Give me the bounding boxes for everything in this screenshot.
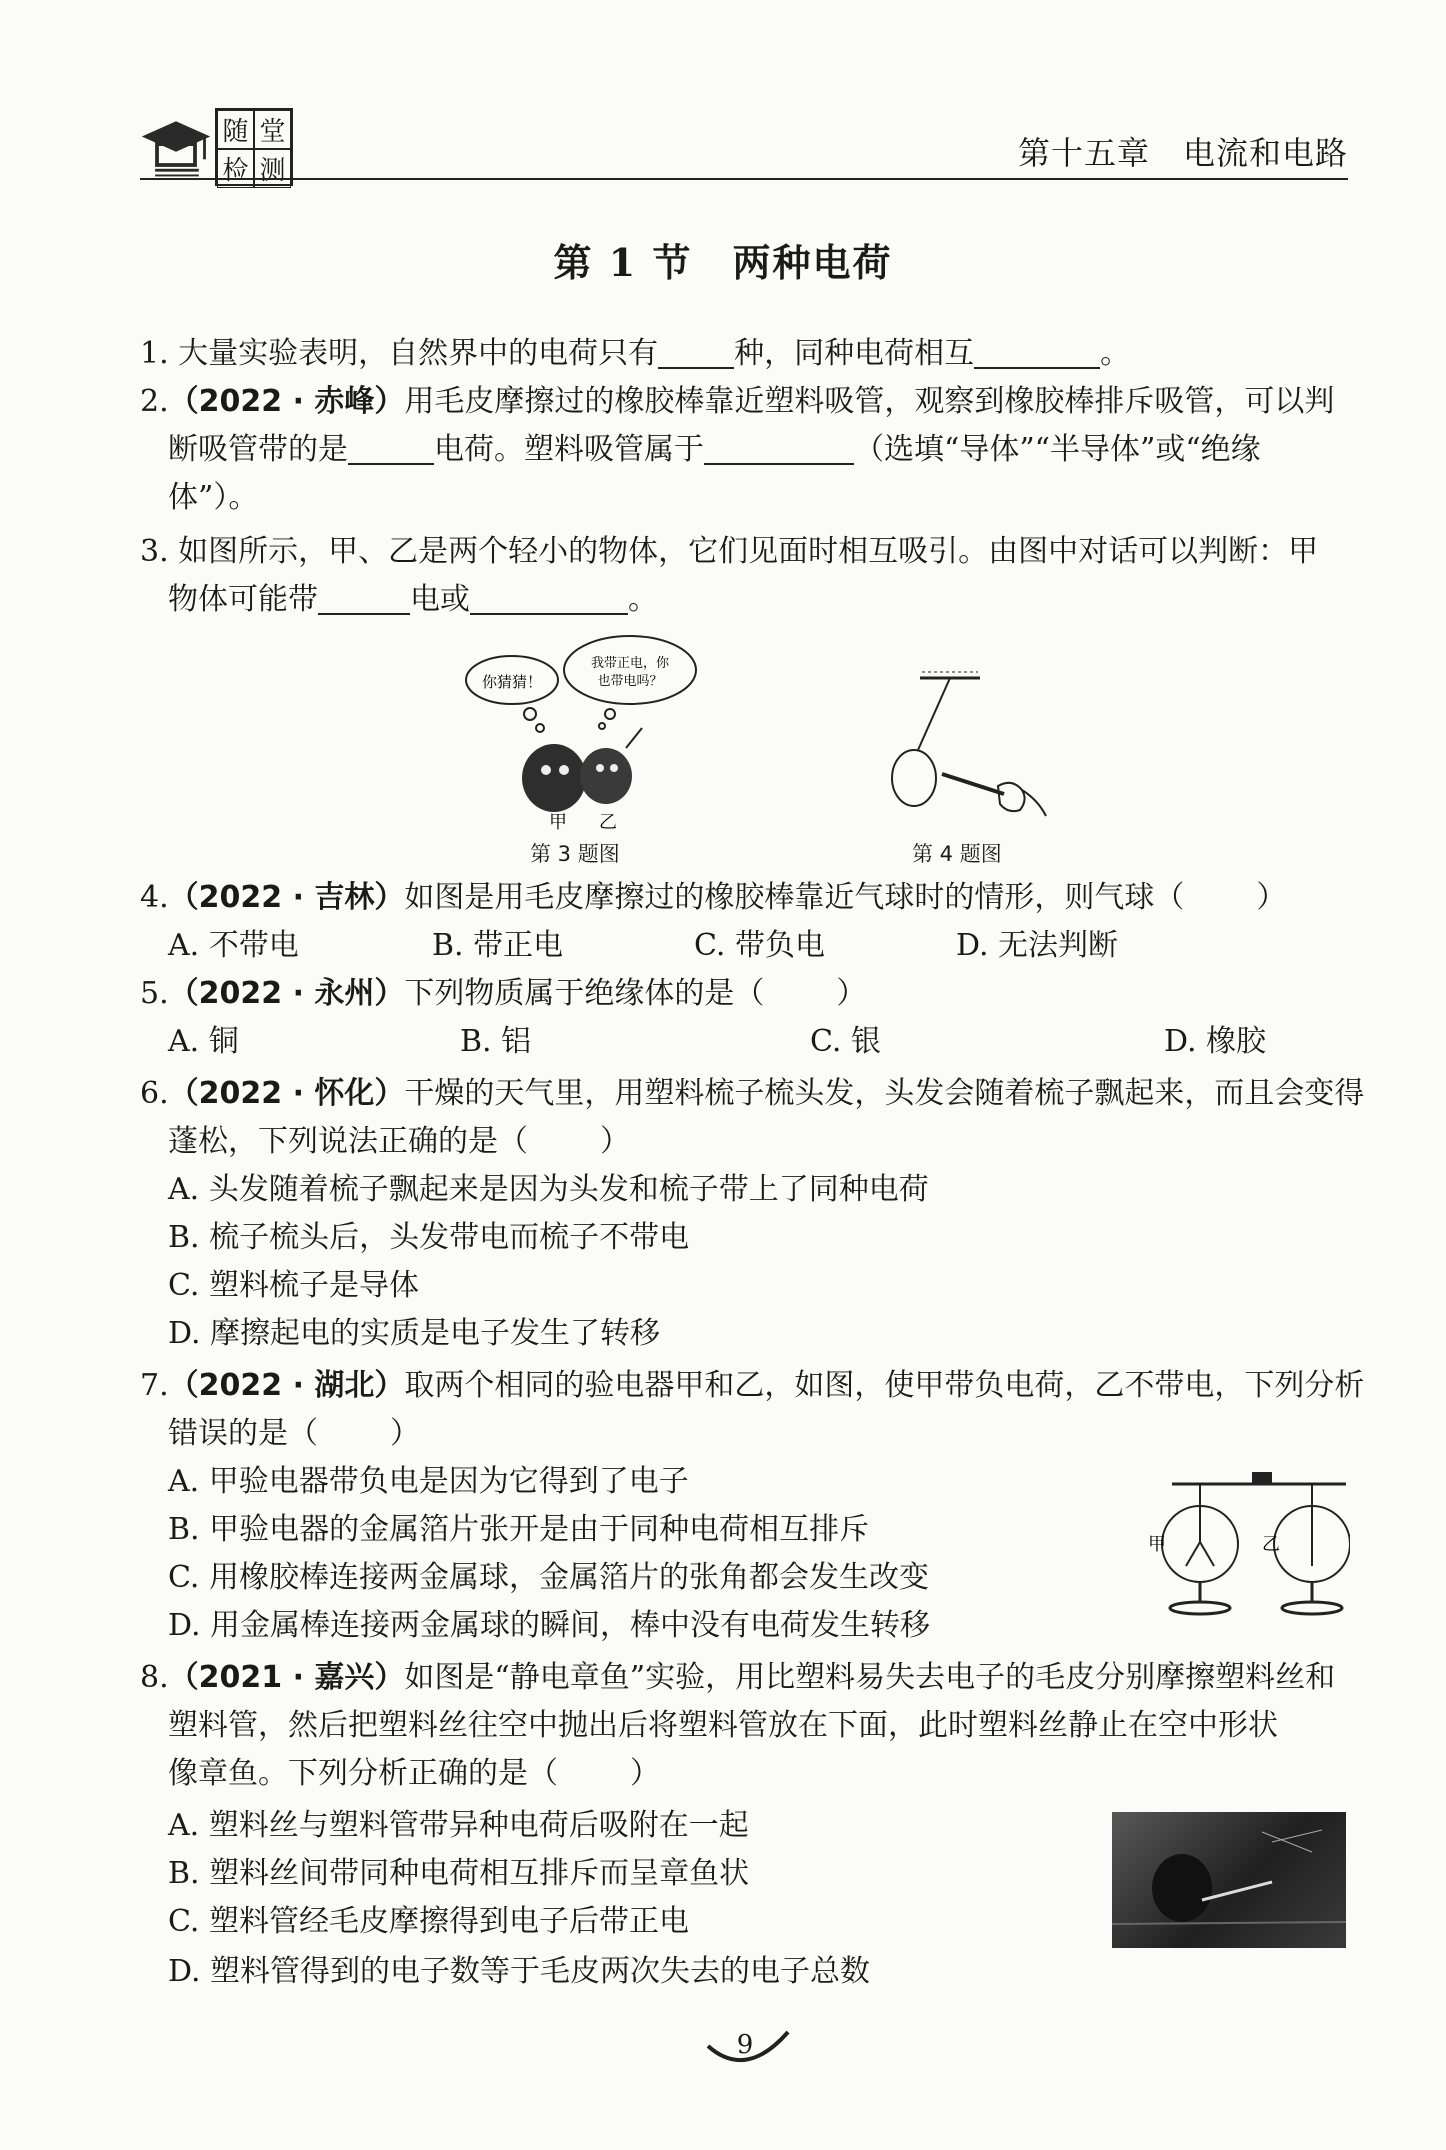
source-tag: （2022 · 吉林） [168, 880, 405, 915]
q5-option-d: D. 橡胶 [1164, 1024, 1267, 1059]
bubble-right-text-2: 也带电吗？ [597, 674, 663, 689]
source-tag: （2022 · 怀化） [168, 1076, 405, 1111]
q4-option-a: A. 不带电 [168, 928, 299, 963]
logo-char-grid [215, 108, 293, 186]
question-8-cont [168, 1752, 1378, 1796]
chapter-title: 第十五章 电流和电路 [1017, 134, 1348, 172]
logo-char: 堂 [254, 110, 291, 149]
question-7-cont [168, 1412, 1378, 1456]
q5-number: 5. [140, 976, 169, 1011]
q6-number: 6. [140, 1076, 169, 1111]
q4-option-b: B. 带正电 [432, 928, 564, 963]
answer-blank[interactable] [318, 581, 410, 615]
question-6 [140, 1072, 1365, 1116]
q5-option-c: C. 银 [810, 1024, 881, 1059]
figure-4-caption: 第 4 题图 [912, 842, 1002, 866]
q6-close: ） [600, 1124, 630, 1159]
answer-blank[interactable] [974, 335, 1100, 369]
figure-4-illustration [880, 670, 1060, 820]
q2-line-3: 体”）。 [168, 480, 259, 515]
q6-option-a: A. 头发随着梳子飘起来是因为头发和梳子带上了同种电荷 [168, 1172, 929, 1207]
source-tag: （2021 · 嘉兴） [168, 1660, 405, 1695]
q2-text-a: 断吸管带的是 [168, 432, 348, 467]
page-number: 9 [736, 2030, 754, 2060]
q6-line-2: 蓬松，下列说法正确的是（ [168, 1124, 528, 1159]
answer-blank[interactable] [470, 581, 628, 615]
answer-blank[interactable] [704, 431, 854, 465]
question-3-cont [168, 578, 1378, 622]
q6-option-d: D. 摩擦起电的实质是电子发生了转移 [168, 1316, 661, 1351]
q8-option-d: D. 塑料管得到的电子数等于毛皮两次失去的电子总数 [168, 1954, 871, 1989]
balloon [892, 750, 936, 806]
figure-3-caption: 第 3 题图 [530, 842, 620, 866]
q2-text-b: 电荷。塑料吸管属于 [434, 432, 704, 467]
rubber-rod [942, 774, 1004, 794]
q8-line-3: 像章鱼。下列分析正确的是（ [168, 1756, 558, 1791]
label-yi: 乙 [599, 812, 617, 830]
section-title: 第 1 节 两种电荷 [553, 240, 893, 285]
q7-close: ） [390, 1416, 420, 1451]
bubble-right-text-1: 我带正电，你 [590, 656, 670, 671]
q6-option-c: C. 塑料梳子是导体 [168, 1268, 419, 1303]
label-yi: 乙 [1262, 1534, 1280, 1555]
q2-number: 2. [140, 384, 169, 419]
source-tag: （2022 · 湖北） [168, 1368, 405, 1403]
q8-line-1: 如图是“静电章鱼”实验，用比塑料易失去电子的毛皮分别摩擦塑料丝和 [404, 1660, 1336, 1695]
q4-option-c: C. 带负电 [694, 928, 825, 963]
q2-text-c: （选填“导体”“半导体”或“绝缘 [854, 432, 1261, 467]
object-yi [580, 748, 632, 804]
answer-blank[interactable] [348, 431, 434, 465]
static-octopus-photo [1112, 1812, 1346, 1948]
question-7 [140, 1364, 1365, 1408]
q8-number: 8. [140, 1660, 169, 1695]
logo-char: 检 [217, 149, 254, 188]
figure-7-electroscopes [1140, 1462, 1350, 1620]
q8-option-b: B. 塑料丝间带同种电荷相互排斥而呈章鱼状 [168, 1856, 750, 1891]
q8-option-c: C. 塑料管经毛皮摩擦得到电子后带正电 [168, 1904, 689, 1939]
label-jia: 甲 [549, 812, 567, 830]
question-4 [140, 876, 1350, 920]
question-8 [140, 1656, 1350, 1700]
source-tag: （2022 · 永州） [168, 976, 405, 1011]
source-tag: （2022 · 赤峰） [168, 384, 405, 419]
string [918, 678, 950, 750]
q3-text-c: 。 [628, 582, 658, 617]
answer-blank[interactable] [658, 335, 734, 369]
q7-line-1: 取两个相同的验电器甲和乙，如图，使甲带负电荷，乙不带电，下列分析 [404, 1368, 1365, 1403]
q7-line-2: 错误的是（ [168, 1416, 318, 1451]
question-5 [140, 972, 1350, 1016]
q7-option-c: C. 用橡胶棒连接两金属球，金属箔片的张角都会发生改变 [168, 1560, 929, 1595]
question-1 [140, 332, 1350, 376]
question-2 [140, 380, 1350, 424]
q7-option-b: B. 甲验电器的金属箔片张开是由于同种电荷相互排斥 [168, 1512, 870, 1547]
question-6-cont [168, 1120, 1378, 1164]
q4-option-d: D. 无法判断 [956, 928, 1119, 963]
q3-text-a: 物体可能带 [168, 582, 318, 617]
q8-option-a: A. 塑料丝与塑料管带异种电荷后吸附在一起 [168, 1808, 749, 1843]
q4-number: 4. [140, 880, 169, 915]
q6-line-1: 干燥的天气里，用塑料梳子梳头发，头发会随着梳子飘起来，而且会变得 [404, 1076, 1365, 1111]
q4-close: ） [1256, 880, 1287, 915]
q8-line-2: 塑料管，然后把塑料丝往空中抛出后将塑料管放在下面，此时塑料丝静止在空中形状 [168, 1708, 1278, 1743]
q6-option-b: B. 梳子梳头后，头发带电而梳子不带电 [168, 1220, 690, 1255]
q8-close: ） [630, 1756, 660, 1791]
header-divider [140, 178, 1348, 180]
mortarboard-logo-icon [138, 108, 214, 184]
q5-stem: 下列物质属于绝缘体的是（ [404, 976, 765, 1011]
q3-text-b: 电或 [410, 582, 470, 617]
question-2-cont [168, 428, 1378, 472]
label-jia: 甲 [1148, 1534, 1166, 1555]
q2-line-1: 用毛皮摩擦过的橡胶棒靠近塑料吸管，观察到橡胶棒排斥吸管，可以判 [404, 384, 1335, 419]
q5-close: ） [836, 976, 867, 1011]
logo-char: 随 [217, 110, 254, 149]
q3-line-1: 3. 如图所示，甲、乙是两个轻小的物体，它们见面时相互吸引。由图中对话可以判断：甲 [140, 534, 1319, 569]
q1-text-a: 1. 大量实验表明，自然界中的电荷只有 [140, 336, 659, 371]
q7-option-d: D. 用金属棒连接两金属球的瞬间，棒中没有电荷发生转移 [168, 1608, 931, 1643]
logo-char: 测 [254, 149, 291, 188]
q1-text-c: 。 [1100, 336, 1131, 371]
q7-number: 7. [140, 1368, 169, 1403]
bubble-left-text: 你猜猜！ [481, 673, 543, 691]
q5-option-b: B. 铝 [460, 1024, 532, 1059]
figure-3-illustration [460, 630, 700, 830]
q5-option-a: A. 铜 [168, 1024, 239, 1059]
q7-option-a: A. 甲验电器带负电是因为它得到了电子 [168, 1464, 689, 1499]
q4-stem: 如图是用毛皮摩擦过的橡胶棒靠近气球时的情形，则气球（ [404, 880, 1185, 915]
hand [998, 783, 1025, 811]
object-jia [522, 744, 586, 812]
q1-text-b: 种，同种电荷相互 [734, 336, 975, 371]
